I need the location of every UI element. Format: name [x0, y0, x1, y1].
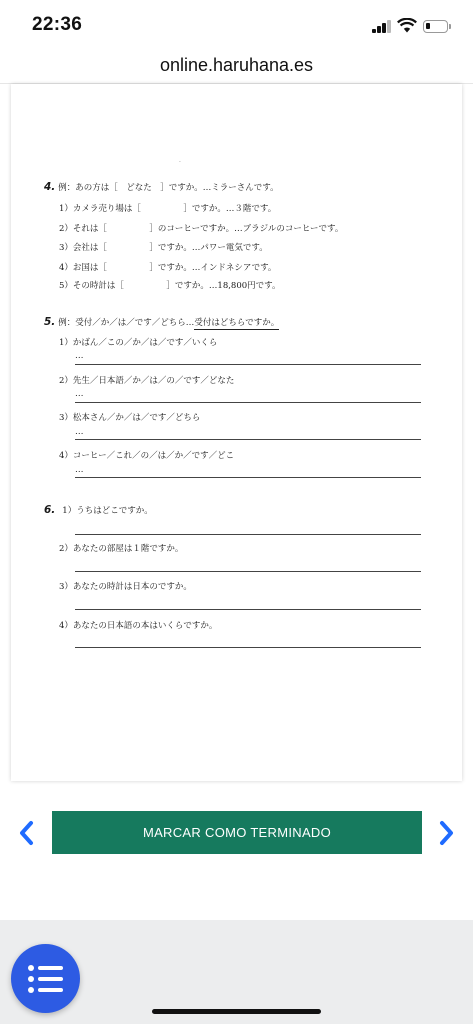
- status-time: 22:36: [32, 14, 83, 35]
- section-4-item-3: 3）会社は［ ］ですか。…パワー電気です。: [59, 243, 268, 253]
- section-6-item-1-text: 1）うちはどこですか。: [62, 506, 153, 516]
- section-4-example: [44, 181, 279, 193]
- section-5-answer-2: …: [75, 389, 84, 399]
- section-6-item-4: 4）あなたの日本語の本はいくらですか。: [59, 621, 218, 631]
- wifi-icon: [397, 18, 417, 33]
- scan-dot: ·: [179, 159, 181, 166]
- cellular-signal-icon: [372, 20, 392, 33]
- answer-line: [75, 364, 421, 365]
- section-5-example-answer: 受付はどちらですか。: [194, 318, 280, 328]
- previous-lesson-button[interactable]: [14, 819, 38, 847]
- section-5-answer-1: …: [75, 351, 84, 361]
- battery-tip: [449, 24, 451, 29]
- section-5-answer-4: …: [75, 465, 84, 475]
- chevron-left-icon: [17, 820, 35, 846]
- url-bar[interactable]: [0, 52, 473, 84]
- section-5-number: 5.: [44, 316, 56, 328]
- mark-complete-button[interactable]: MARCAR COMO TERMINADO: [52, 811, 422, 854]
- answer-line: [75, 534, 421, 535]
- section-5-example: [44, 316, 279, 328]
- section-6-number: 6.: [44, 504, 56, 516]
- document-page: [11, 84, 462, 781]
- section-5-answer-3: …: [75, 427, 84, 437]
- answer-line: [75, 571, 421, 572]
- list-menu-icon: [27, 963, 65, 995]
- answer-line: [75, 439, 421, 440]
- section-5-item-2: 2）先生／日本語／か／は／の／です／どなた: [59, 376, 235, 386]
- section-5-item-1: 1）かばん／この／か／は／です／いくら: [59, 338, 218, 348]
- section-4-item-4: 4）お国は［ ］ですか。…インドネシアです。: [59, 263, 277, 273]
- section-4-item-5: 5）その時計は［ ］ですか。…18,800円です。: [59, 281, 281, 291]
- section-5-item-4: 4）コーヒー／これ／の／は／か／です／どこ: [59, 451, 235, 461]
- status-bar: [0, 0, 473, 52]
- section-5-item-3: 3）松本さん／か／は／です／どちら: [59, 413, 201, 423]
- section-6-item-2: 2）あなたの部屋は１階ですか。: [59, 544, 184, 554]
- answer-line: [75, 609, 421, 610]
- section-4-example-text: 例：あの方は［ どなた ］ですか。…ミラーさんです。: [58, 183, 279, 193]
- section-4-item-1: 1）カメラ売り場は［ ］ですか。…３階です。: [59, 204, 277, 214]
- url-text: online.haruhana.es: [159, 55, 314, 75]
- answer-line: [75, 647, 421, 648]
- section-4-number: 4.: [44, 181, 56, 193]
- course-menu-button[interactable]: [11, 944, 80, 1013]
- section-5-example-prefix: 例：受付／か／は／です／どちら…: [58, 318, 195, 328]
- answer-line: [75, 402, 421, 403]
- section-4-item-2: 2）それは［ ］のコーヒーですか。…ブラジルのコーヒーです。: [59, 224, 344, 234]
- section-6-item-3: 3）あなたの時計は日本のですか。: [59, 582, 192, 592]
- battery-icon: [423, 20, 448, 33]
- answer-line: [75, 477, 421, 478]
- chevron-right-icon: [438, 820, 456, 846]
- worksheet: [11, 84, 462, 781]
- section-6-item-1: [44, 504, 153, 516]
- home-indicator[interactable]: [152, 1009, 321, 1014]
- next-lesson-button[interactable]: [435, 819, 459, 847]
